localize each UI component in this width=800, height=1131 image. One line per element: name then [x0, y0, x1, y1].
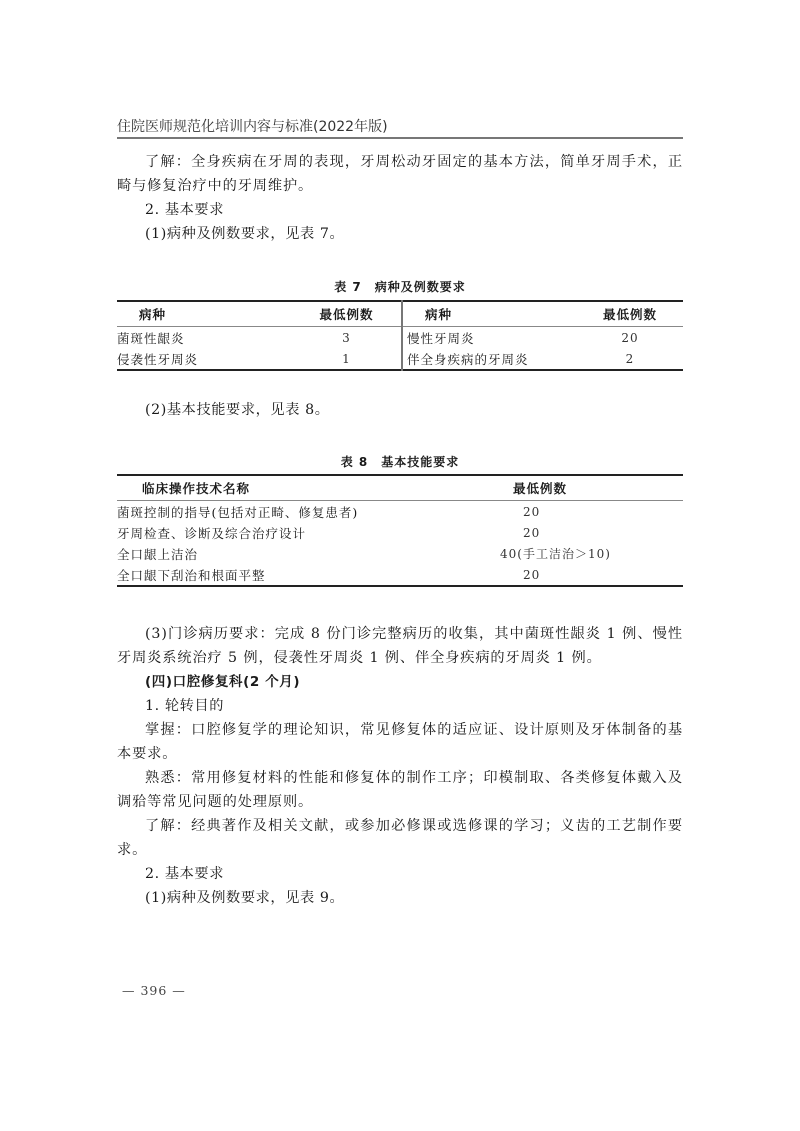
section-4-heading: (四)口腔修复科(2 个月)	[145, 674, 301, 690]
cell: 菌斑控制的指导(包括对正畸、修复患者)	[117, 504, 359, 520]
table-header-row	[117, 301, 683, 327]
cell: 1	[342, 351, 351, 366]
table7	[117, 300, 683, 371]
paragraph-familiar: 熟悉：常用修复材料的性能和修复体的制作工序；印模制取、各类修复体戴入及调𬌗等常见问题的处理原则。	[117, 770, 683, 810]
column-header: 最低例数	[319, 307, 374, 322]
section-heading: 2. 基本要求	[145, 202, 224, 218]
requirement-1b: (1)病种及例数要求，见表 9。	[145, 890, 345, 906]
table-row	[117, 327, 683, 349]
column-header: 最低例数	[602, 307, 657, 322]
cell: 菌斑性龈炎	[117, 330, 185, 346]
cell: 3	[342, 330, 351, 345]
cell: 伴全身疾病的牙周炎	[402, 348, 577, 370]
table7-caption: 表 7 病种及例数要求	[334, 280, 466, 294]
table-header-row	[117, 475, 683, 501]
cell: 侵袭性牙周炎	[117, 351, 199, 367]
cell: 全口龈下刮治和根面平整	[117, 567, 266, 583]
column-header: 临床操作技术名称	[142, 481, 251, 496]
cell: 牙周检查、诊断及综合治疗设计	[117, 525, 307, 541]
table-row	[117, 522, 683, 543]
header-rule	[117, 137, 683, 139]
requirement-3: (3)门诊病历要求：完成 8 份门诊完整病历的收集，其中菌斑性龈炎 1 例、慢性牙周炎系统治疗 5 例，侵袭性牙周炎 1 例、伴全身疾病的牙周炎 1 例。	[117, 626, 683, 666]
cell: 20	[523, 567, 541, 582]
page-number: — 396 —	[122, 983, 186, 998]
cell: 2	[625, 351, 635, 366]
table-row	[117, 543, 683, 564]
column-header: 病种	[402, 301, 577, 327]
text: 正畸与修复治疗中的牙周维护。	[117, 154, 683, 194]
section-heading: 1. 轮转目的	[145, 698, 224, 714]
column-header: 最低例数	[513, 481, 568, 496]
section-heading: 2. 基本要求	[145, 866, 224, 882]
table8	[117, 474, 683, 587]
cell: 20	[523, 504, 541, 519]
cell: 20	[523, 525, 541, 540]
requirement-2: (2)基本技能要求，见表 8。	[145, 402, 330, 418]
table-row	[117, 564, 683, 586]
paragraph-understand: 了解：经典著作及相关文献，或参加必修课或选修课的学习；义齿的工艺制作要求。	[117, 818, 683, 858]
cell: 40(手工洁治＞10)	[500, 547, 611, 561]
table8-caption: 表 8 基本技能要求	[340, 455, 460, 469]
paragraph-master: 掌握：口腔修复学的理论知识，常见修复体的适应证、设计原则及牙体制备的基本要求。	[117, 722, 683, 762]
column-header: 病种	[139, 307, 167, 322]
cell: 20	[621, 330, 639, 345]
paragraph-understand-periodontal	[117, 150, 683, 198]
requirement-1: (1)病种及例数要求，见表 7。	[145, 226, 345, 242]
table-row	[117, 348, 683, 370]
running-header: 住院医师规范化培训内容与标准(2022年版)	[117, 119, 388, 135]
cell: 慢性牙周炎	[402, 327, 577, 349]
table-row	[117, 501, 683, 523]
cell: 全口龈上洁治	[117, 546, 199, 562]
text: 了解：全身疾病在牙周的表现，牙周松动牙固定的基本方法，简单牙周手术，	[145, 154, 668, 170]
